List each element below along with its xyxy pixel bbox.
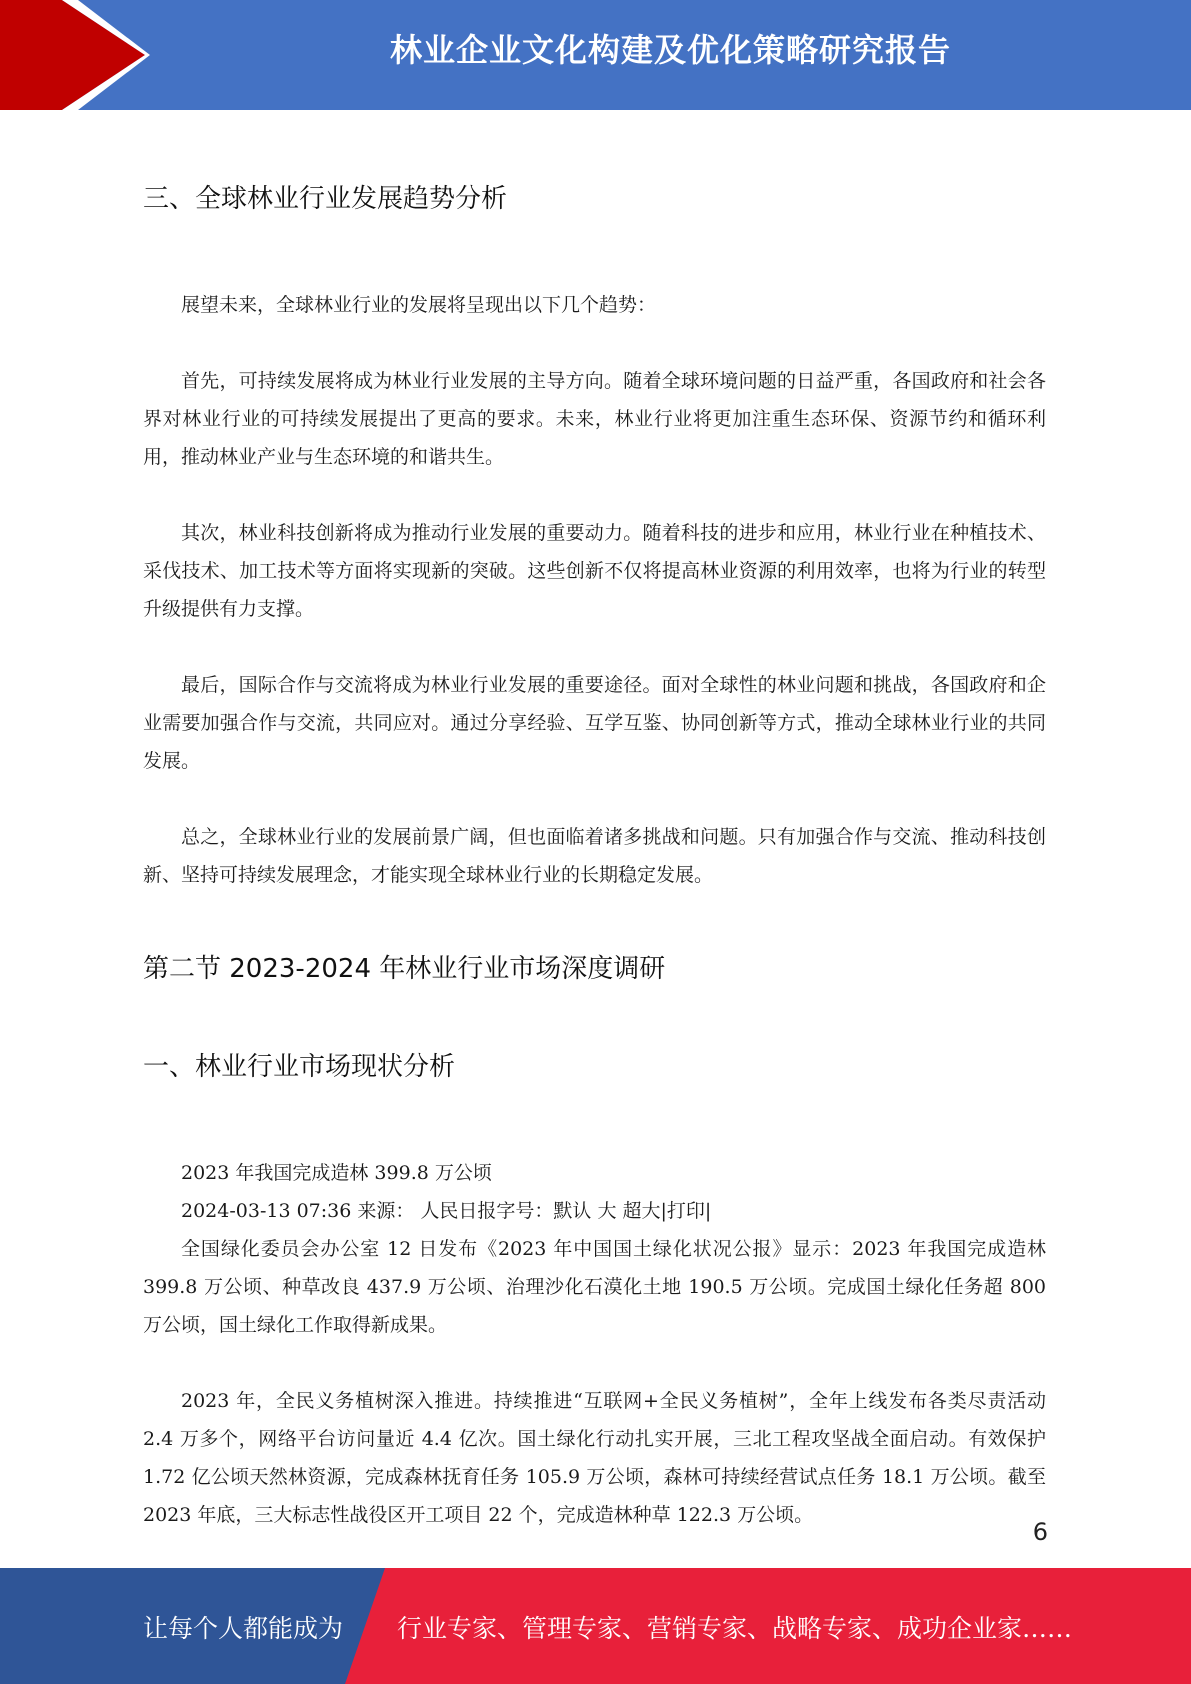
footer-slogan-right: 行业专家、管理专家、营销专家、战略专家、成功企业家……	[397, 1614, 1073, 1643]
section-heading-market-status: 一、林业行业市场现状分析	[143, 1052, 456, 1082]
page-header	[0, 0, 1191, 110]
paragraph: 其次，林业科技创新将成为推动行业发展的重要动力。随着科技的进步和应用，林业行业在种植技术、采伐技术、加工技术等方面将实现新的突破。这些创新不仅将提高林业资源的利用效率，也将为行业的转型升级提供有力支撑。	[143, 522, 1046, 620]
paragraph: 最后，国际合作与交流将成为林业行业发展的重要途径。面对全球性的林业问题和挑战，各国政府和企业需要加强合作与交流，共同应对。通过分享经验、互学互鉴、协同创新等方式，推动全球林业行业的共同发展。	[143, 674, 1046, 772]
page-footer	[0, 1568, 1191, 1684]
page-content	[143, 176, 1046, 1534]
news-headline: 2023 年我国完成造林 399.8 万公顷	[181, 1162, 492, 1184]
section-heading-global-trends: 三、全球林业行业发展趋势分析	[143, 184, 508, 214]
paragraph: 全国绿化委员会办公室 12 日发布《2023 年中国国土绿化状况公报》显示：2023 年我国完成造林 399.8 万公顷、种草改良 437.9 万公顷、治理沙化石漠化土地 190.5 万公顷。完成国土绿化任务超 800 万公顷，国土绿化工作取得新成果。	[143, 1238, 1046, 1336]
paragraph: 首先，可持续发展将成为林业行业发展的主导方向。随着全球环境问题的日益严重，各国政府和社会各界对林业行业的可持续发展提出了更高的要求。未来，林业行业将更加注重生态环保、资源节约和循环利用，推动林业产业与生态环境的和谐共生。	[143, 370, 1046, 468]
paragraph: 2023 年，全民义务植树深入推进。持续推进“互联网+全民义务植树”，全年上线发布各类尽责活动 2.4 万多个，网络平台访问量近 4.4 亿次。国土绿化行动扎实开展，三北工程攻坚战全面启动。有效保护 1.72 亿公顷天然林资源，完成森林抚育任务 105.9 万公顷，森林可持续经营试点任务 18.1 万公顷。截至 2023 年底，三大标志性战役区开工项目 22 个，完成造林种草 122.3 万公顷。	[143, 1390, 1046, 1526]
paragraph: 展望未来，全球林业行业的发展将呈现出以下几个趋势：	[181, 294, 657, 316]
news-meta: 2024-03-13 07:36 来源： 人民日报字号：默认 大 超大|打印|	[181, 1200, 712, 1222]
report-title: 林业企业文化构建及优化策略研究报告	[389, 31, 951, 69]
page-number: 6	[1032, 1518, 1048, 1546]
paragraph: 总之，全球林业行业的发展前景广阔，但也面临着诸多挑战和问题。只有加强合作与交流、推动科技创新、坚持可持续发展理念，才能实现全球林业行业的长期稳定发展。	[143, 826, 1046, 886]
header-red-arrow	[0, 0, 145, 110]
footer-slogan-left: 让每个人都能成为	[143, 1614, 344, 1643]
section-heading-market-research: 第二节 2023-2024 年林业行业市场深度调研	[143, 954, 666, 984]
